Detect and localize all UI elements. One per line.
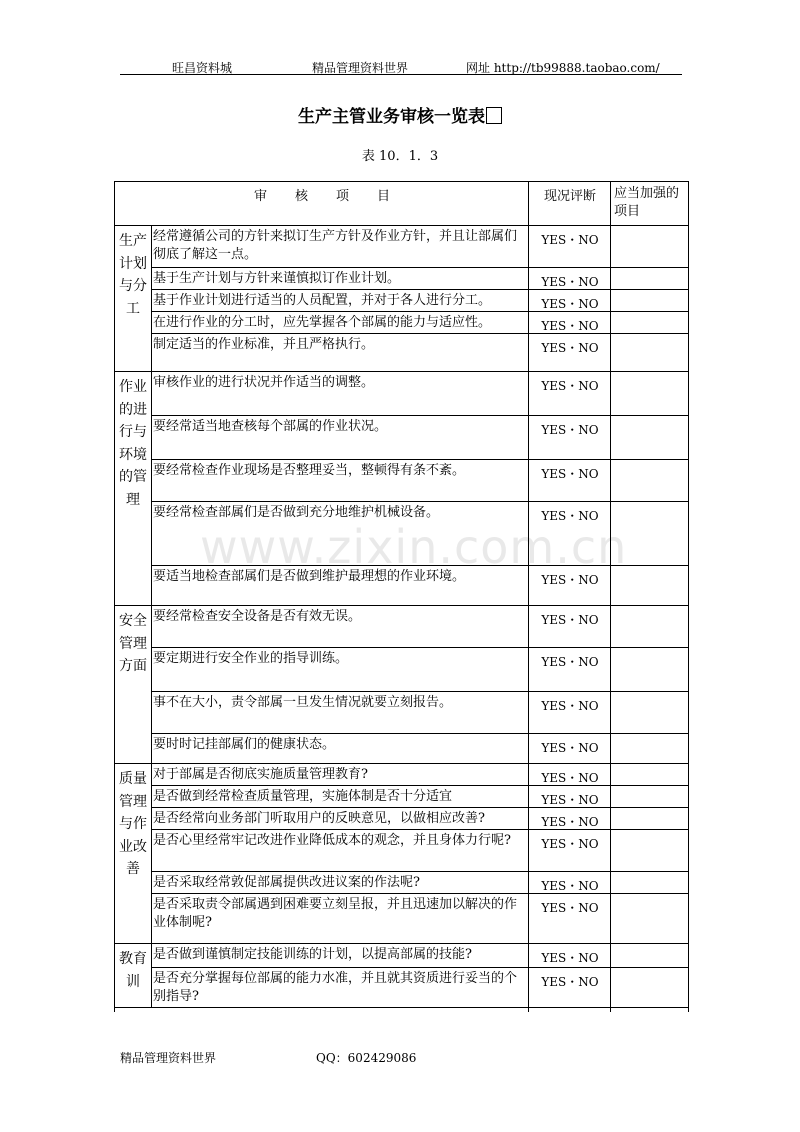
audit-item-text: 要经常检查安全设备是否有效无误。 [153,609,362,624]
audit-item-text: 在进行作业的分工时，应先掌握各个部属的能力与适应性。 [153,315,492,330]
category-divider [151,764,152,944]
audit-item-text: 基于作业计划进行适当的人员配置，并对于各人进行分工。 [153,293,492,308]
category-label: 作业的进行与环境的管理 [119,379,147,508]
category-divider [151,606,152,764]
audit-item-text: 是否采取经常敦促部属提供改进议案的作法呢? [153,875,420,890]
audit-item-text: 要定期进行安全作业的指导训练。 [153,651,349,666]
watermark: www.zixin.com.cn [200,520,628,574]
evaluation-value: YES・NO [541,951,599,965]
category-label: 教育训 [119,951,147,990]
category-divider [151,372,152,606]
audit-item-text: 是否充分掌握每位部属的能力水准，并且就其资质进行妥当的个别指导? [153,971,518,1004]
evaluation-value: YES・NO [541,297,599,311]
evaluation-value: YES・NO [541,573,599,587]
table-number: 表 10．1．3 [361,149,439,164]
audit-item-text: 要经常检查作业现场是否整理妥当，整顿得有条不紊。 [153,463,466,478]
evaluation-value: YES・NO [541,275,599,289]
audit-item-text: 事不在大小，责令部属一旦发生情况就要立刻报告。 [153,695,453,710]
category-divider [151,226,152,372]
audit-item-text: 审核作业的进行状况并作适当的调整。 [153,375,375,390]
page-header [120,57,682,75]
header-evaluation: 现况评断 [543,189,596,204]
evaluation-value: YES・NO [541,319,599,333]
header-slogan: 精品管理资料世界 [312,61,409,75]
header-focus: 应当加强的项目 [614,186,680,219]
evaluation-value: YES・NO [541,837,599,851]
header-brand: 旺昌资料城 [172,61,233,75]
evaluation-value: YES・NO [541,771,599,785]
evaluation-value: YES・NO [541,509,599,523]
evaluation-value: YES・NO [541,793,599,807]
audit-item-text: 是否做到经常检查质量管理，实施体制是否十分适宜 [153,789,453,804]
evaluation-value: YES・NO [541,699,599,713]
audit-table [114,181,689,1012]
audit-item-text: 是否做到谨慎制定技能训练的计划，以提高部属的技能? [153,947,472,962]
missing-glyph-box [486,107,502,124]
audit-item-text: 要时时记挂部属们的健康状态。 [153,737,336,752]
evaluation-value: YES・NO [541,741,599,755]
category-divider [151,944,152,1008]
audit-item-text: 经常遵循公司的方针来拟订生产方针及作业方针，并且让部属们彻底了解这一点。 [153,229,518,262]
evaluation-value: YES・NO [541,655,599,669]
evaluation-value: YES・NO [541,467,599,481]
document-title: 生产主管业务审核一览表 [0,102,800,127]
audit-item-text: 是否经常向业务部门听取用户的反映意见，以做相应改善? [153,811,485,826]
audit-item-text: 制定适当的作业标准，并且严格执行。 [153,337,375,352]
audit-item-text: 对于部属是否彻底实施质量管理教育? [153,767,368,782]
category-label: 安全管理方面 [119,613,147,674]
evaluation-value: YES・NO [541,613,599,627]
evaluation-value: YES・NO [541,423,599,437]
evaluation-value: YES・NO [541,341,599,355]
evaluation-value: YES・NO [541,975,599,989]
evaluation-value: YES・NO [541,901,599,915]
evaluation-value: YES・NO [541,233,599,247]
audit-item-text: 是否心里经常牢记改进作业降低成本的观念，并且身体力行呢? [153,833,511,848]
audit-item-text: 要经常检查部属们是否做到充分地维护机械设备。 [153,505,440,520]
category-label: 质量管理与作业改善 [119,771,147,877]
evaluation-value: YES・NO [541,815,599,829]
header-site: 网址 http://tb99888.taobao.com/ [466,61,660,75]
audit-item-text: 是否采取责令部属遇到困难要立刻呈报，并且迅速加以解决的作业体制呢? [153,897,518,930]
audit-item-text: 基于生产计划与方针来谨慎拟订作业计划。 [153,271,401,286]
evaluation-value: YES・NO [541,879,599,893]
audit-item-text: 要经常适当地查核每个部属的作业状况。 [153,419,388,434]
category-label: 生产计划与分工 [119,233,147,317]
audit-item-text: 要适当地检查部属们是否做到维护最理想的作业环境。 [153,569,466,584]
header-item: 审 核 项 目 [253,189,391,204]
evaluation-value: YES・NO [541,379,599,393]
footer-text: 精品管理资料世界 [120,1051,217,1065]
table-header-row [115,182,688,226]
section-separator [115,1007,688,1008]
footer-qq: QQ：602429086 [316,1051,417,1065]
